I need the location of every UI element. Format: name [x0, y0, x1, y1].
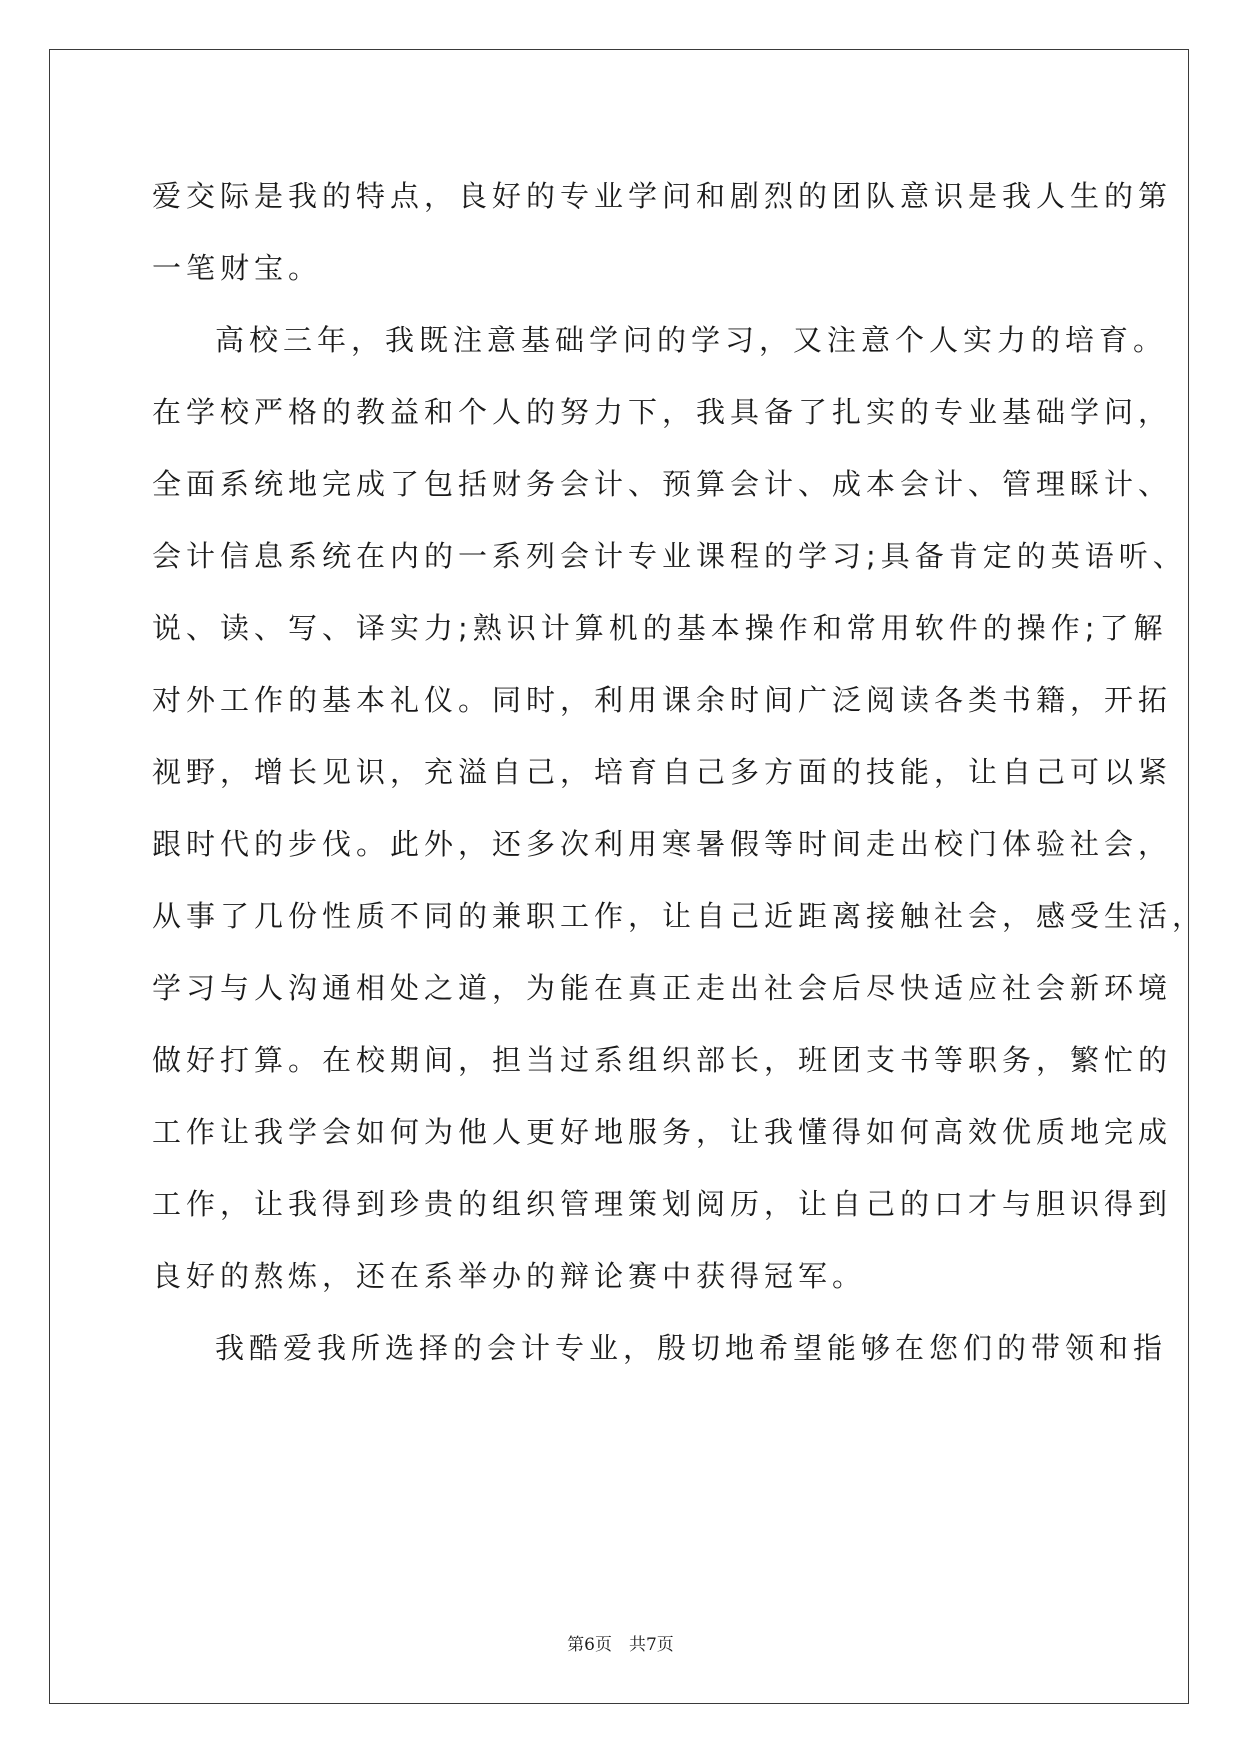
text-line: 良好的熬炼，还在系举办的辩论赛中获得冠军。 — [152, 1259, 867, 1293]
text-line: 从事了几份性质不同的兼职工作，让自己近距离接触社会，感受生活， — [152, 899, 1207, 933]
text-line: 高校三年，我既注意基础学问的学习，又注意个人实力的培育。 — [215, 323, 1168, 357]
text-line: 视野，增长见识，充溢自己，培育自己多方面的技能，让自己可以紧 — [152, 755, 1173, 789]
text-line: 我酷爱我所选择的会计专业，殷切地希望能够在您们的带领和指 — [215, 1331, 1168, 1365]
text-line: 工作，让我得到珍贵的组织管理策划阅历，让自己的口才与胆识得到 — [152, 1187, 1173, 1221]
text-line: 全面系统地完成了包括财务会计、预算会计、成本会计、管理睬计、 — [152, 467, 1173, 501]
document-body — [152, 160, 1207, 1384]
text-line: 做好打算。在校期间，担当过系组织部长，班团支书等职务，繁忙的 — [152, 1043, 1173, 1077]
text-line: 说、读、写、译实力;熟识计算机的基本操作和常用软件的操作;了解 — [152, 611, 1168, 645]
page-number: 第6页 共7页 — [567, 1635, 674, 1655]
text-line: 对外工作的基本礼仪。同时，利用课余时间广泛阅读各类书籍，开拓 — [152, 683, 1173, 717]
text-line: 在学校严格的教益和个人的努力下，我具备了扎实的专业基础学问， — [152, 395, 1173, 429]
text-line: 爱交际是我的特点，良好的专业学问和剧烈的团队意识是我人生的第 — [152, 179, 1173, 213]
text-line: 学习与人沟通相处之道，为能在真正走出社会后尽快适应社会新环境 — [152, 971, 1173, 1005]
text-line: 一笔财宝。 — [152, 251, 323, 285]
text-line: 工作让我学会如何为他人更好地服务，让我懂得如何高效优质地完成 — [152, 1115, 1173, 1149]
text-line: 会计信息系统在内的一系列会计专业课程的学习;具备肯定的英语听、 — [152, 539, 1187, 573]
text-line: 跟时代的步伐。此外，还多次利用寒暑假等时间走出校门体验社会， — [152, 827, 1173, 861]
